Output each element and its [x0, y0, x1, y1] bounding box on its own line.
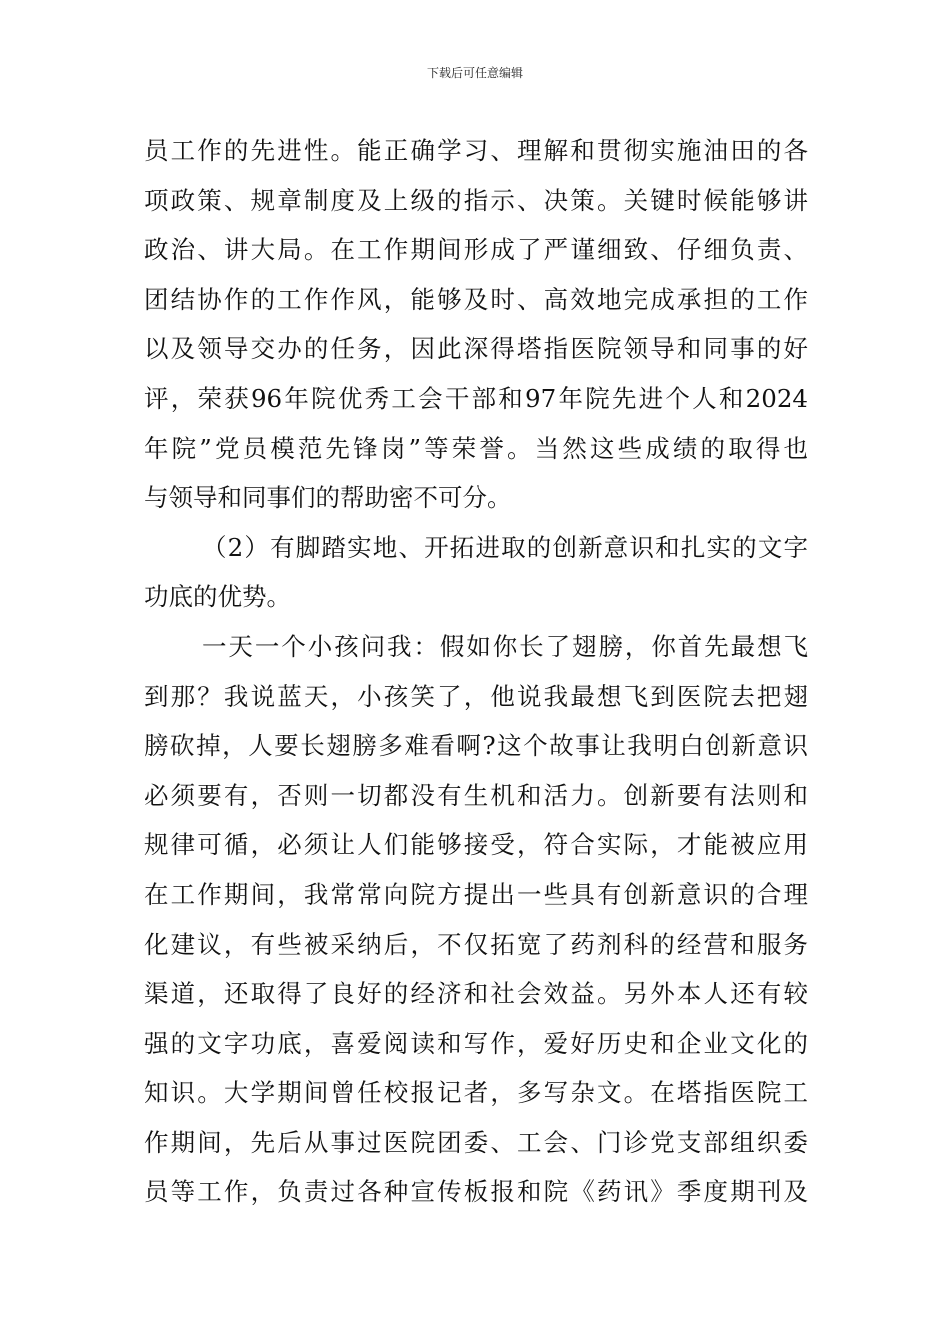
paragraph: [144, 126, 808, 523]
text-line: 到那？我说蓝天，小孩笑了，他说我最想飞到医院去把翅: [144, 681, 808, 711]
text-line: （2）有脚踏实地、开拓进取的创新意识和扎实的文字: [202, 532, 808, 562]
text-line: 功底的优势。: [144, 582, 291, 612]
text-line: 年院”党员模范先锋岗”等荣誉。当然这些成绩的取得也: [144, 433, 808, 463]
text-line: 在工作期间，我常常向院方提出一些具有创新意识的合理: [144, 879, 808, 909]
text-line: 必须要有，否则一切都没有生机和活力。创新要有法则和: [144, 780, 808, 810]
text-line: 评，荣获96年院优秀工会干部和97年院先进个人和2024: [144, 383, 808, 413]
text-line: 团结协作的工作作风，能够及时、高效地完成承担的工作: [144, 284, 808, 314]
text-line: 政治、讲大局。在工作期间形成了严谨细致、仔细负责、: [144, 235, 808, 265]
text-line: 以及领导交办的任务，因此深得塔指医院领导和同事的好: [144, 334, 808, 364]
page-header: 下载后可任意编辑: [426, 66, 523, 80]
text-line: 膀砍掉，人要长翅膀多难看啊?这个故事让我明白创新意识: [144, 731, 808, 761]
text-line: 作期间，先后从事过医院团委、工会、门诊党支部组织委: [144, 1127, 808, 1157]
paragraph: [144, 523, 808, 622]
text-line: 渠道，还取得了良好的经济和社会效益。另外本人还有较: [144, 979, 808, 1009]
text-line: 化建议，有些被采纳后，不仅拓宽了药剂科的经营和服务: [144, 929, 808, 959]
text-line: 与领导和同事们的帮助密不可分。: [144, 483, 512, 513]
text-line: 一天一个小孩问我：假如你长了翅膀，你首先最想飞: [202, 631, 808, 661]
text-line: 强的文字功底，喜爱阅读和写作，爱好历史和企业文化的: [144, 1028, 808, 1058]
text-line: 知识。大学期间曾任校报记者，多写杂文。在塔指医院工: [144, 1078, 808, 1108]
text-line: 员工作的先进性。能正确学习、理解和贯彻实施油田的各: [144, 136, 808, 165]
text-line: 规律可循，必须让人们能够接受，符合实际，才能被应用: [144, 830, 808, 860]
paragraph: [144, 622, 808, 1217]
text-line: 员等工作，负责过各种宣传板报和院《药讯》季度期刊及: [144, 1177, 808, 1207]
document-body: [144, 126, 808, 1217]
text-line: 项政策、规章制度及上级的指示、决策。关键时候能够讲: [144, 185, 808, 215]
